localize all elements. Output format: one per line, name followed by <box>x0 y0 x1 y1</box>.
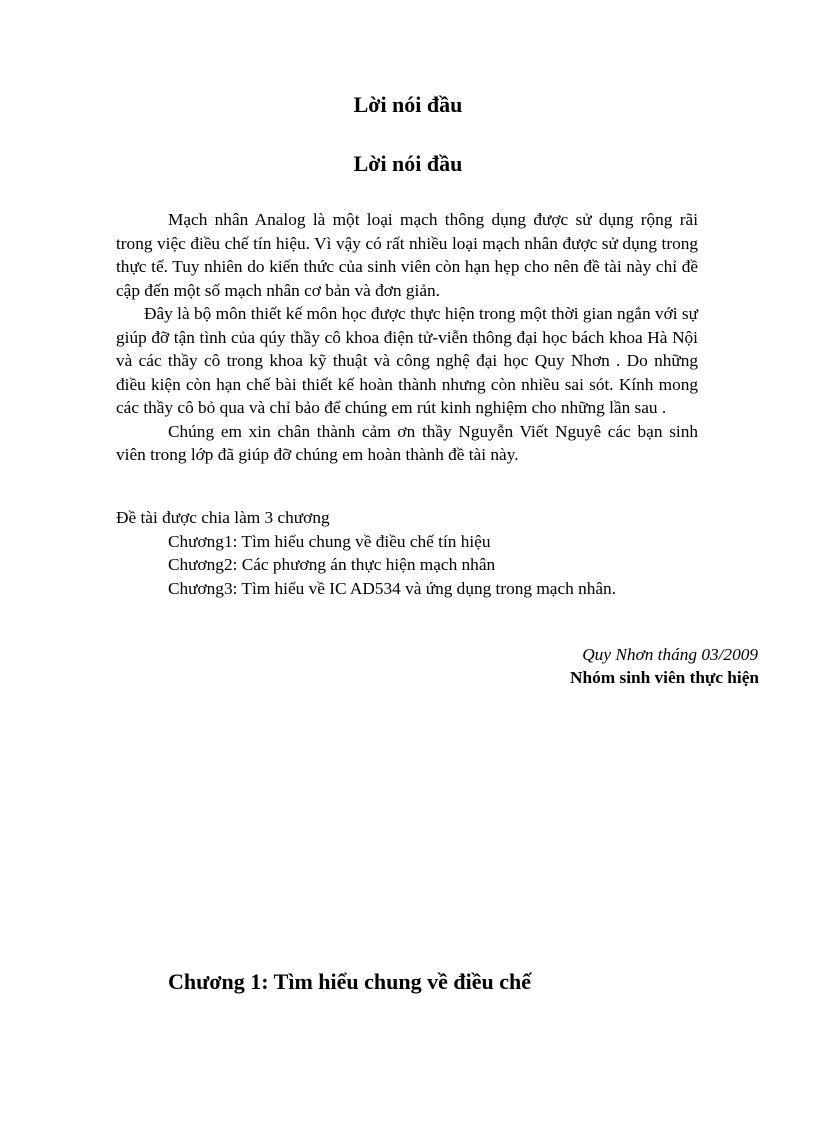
signature-author: Nhóm sinh viên thực hiện <box>570 668 759 687</box>
chapter-outline <box>116 506 616 600</box>
preface-body <box>116 208 698 467</box>
paragraph: Chúng em xin chân thành cảm ơn thầy Nguyễn Viết Nguyê các bạn sinh viên trong lớp đã giúp đỡ chúng em hoàn thành đề tài này. <box>116 421 698 464</box>
paragraph: Mạch nhân Analog là một loại mạch thông dụng được sử dụng rộng rãi trong việc điều chế tín hiệu. Vì vậy có rất nhiều loại mạch nhân được sử dụng trong thực tế. Tuy nhiên do kiến thức của sinh viên còn hạn hẹp cho nên đề tài này chỉ đề cập đến một số mạch nhân cơ bản và đơn giản. <box>116 210 698 300</box>
paragraph: Đây là bộ môn thiết kế môn học được thực hiện trong một thời gian ngắn với sự giúp đỡ tận tình của qúy thầy cô khoa điện tử-viễn thông đại học bách khoa Hà Nội và các thầy cô trong khoa kỹ thuật và công nghệ đại học Quy Nhơn . Do những điều kiện còn hạn chế bài thiết kế hoàn thành nhưng còn nhiều sai sót. Kính mong các thầy cô bỏ qua và chỉ bảo để chúng em rút kinh nghiệm cho những lần sau . <box>116 304 698 417</box>
chapter-outline-intro: Đề tài được chia làm 3 chương <box>116 508 330 527</box>
page-title: Lời nói đầu <box>353 92 463 117</box>
chapter-heading: Chương 1: Tìm hiểu chung về điều chế <box>168 969 531 994</box>
page-title-repeat: Lời nói đầu <box>353 151 463 176</box>
chapter-item: Chương1: Tìm hiểu chung về điều chế tín hiệu <box>168 531 491 551</box>
signature-place-date: Quy Nhơn tháng 03/2009 <box>582 645 758 664</box>
chapter-item: Chương2: Các phương án thực hiện mạch nhân <box>168 555 496 574</box>
chapter-item: Chương3: Tìm hiểu về IC AD534 và ứng dụng trong mạch nhân. <box>168 578 617 598</box>
